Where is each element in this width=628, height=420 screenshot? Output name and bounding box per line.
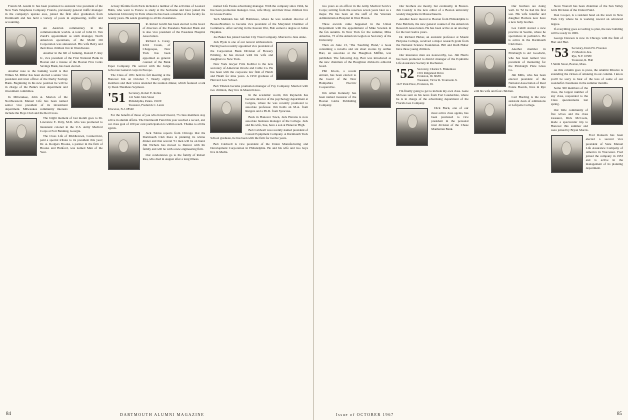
portrait-photo [108,23,140,61]
paragraph: In the academic world, Jim Reynolds has become director of the psychology department at Colgate, where he was recently promoted to associate professor. Jim holds an M.A. from Rutgers and a Ph.D. from Syracuse. [245,93,309,114]
paragraph: Dick Buck, one of our most active class agents, has been promoted to vice president in the personal trust division of the Chase Manhattan Bank. [431,106,469,131]
paragraph: Another note to the banking world is that Wilkes M. Miller has been elected a senior vice president and trust officer of the Derby Savings Bank. Beginning in his new position he will be in charge of the Bank's trust department and investment committee. [5,68,68,94]
paragraph: Phil Klock, a recent entrant, has been elected to the board of the New Hampshire Electric Cooperative. [319,68,357,90]
paragraph: An Austrian commentary in the commencement worlds. A total of John D. Van Zandt's appointment as sixth manager, North American operations, of the Mobil Oil Corporation was announced. His wife Betty and their three children live in Westchester. [40,25,103,51]
portrait-photo [359,70,391,108]
class-address: Secretary, Robert E. Rolles 141 Saint John Street Philadelphia, Penna. 19109 Treasurer, Frederick C. Lantz Princeton, N.J. 08540 [107,92,164,111]
paragraph: Les Cahill started a new practice in Seattle, where he specializes in pediatrics. He is active in the Dartmouth Club there. [508,25,546,47]
portrait-photo [276,42,308,80]
paragraph: I'm finally going to get to include my own class. Gene McLees sent us his news from Fort Lauderdale, where he is in charge of the advertising department of the Florida Gas Company. [396,88,469,106]
portrait-photo [551,135,583,173]
page-number: 85 [617,412,622,417]
portrait-photo [210,95,242,133]
paragraph: Fred Ransom has been elected a second vice president of State Mutual Life Assurance Company of America in Worcester. Fred joined the company in 1953 and is active in the management of its planning department. [585,133,623,171]
paragraph: Our brothers are doing well. In '52 he had his first son. His wife Jennifer and daughter Barbara now have a new baby brother. [508,4,546,25]
paragraph: Bob Thielen became promotion manager of Fay Company. Married with two children, they live in Mount Kisco. [210,83,309,92]
class-number: '51 [107,92,126,107]
paragraph: Steve Worrell has been chairman of the Sun Valley Girls Division of the United Fund. [550,4,623,13]
paragraph: Three awards came happened in the Union Department with the appointment of Mike Sowden in the fan autumn. In New York for the summer, Mike Amerine, 73 of the American Legion as Secretary of the University. [319,21,392,42]
paragraph: The bright moment of last month goes to Dr. Lawrence E. Petty, M.D. who was promoted to lieutenant colonel in the U.S. Army Medical Corps at Fort Benning, Georgia. [40,116,103,133]
paragraph: George Dawson is now in Chicago with the firm of Hart and Hart. [550,36,623,45]
paragraph: Another member in Pittsburgh is Art Goodwin, who has been named vice president of marketing for the Pittsburgh Plate Glass Co. [508,47,546,72]
left-column-2 [108,4,206,408]
paragraph: For the benefit of those of you who haven't heard, 75 class members stay active in alumni affairs. The Dartmouth Fund this year reached a record, and our class goal of 100 per cent participation is within reach. Thanks to all the agents. [107,113,206,130]
class-heading-52 [396,68,468,87]
paragraph: Tech Mehiden has left Baltimore, where he was resident director of Booze-Brothers to become vice president of the Maryland Chamber of Commerce. After serving in the Korean War, Bob earned a degree at Johns Hopkins. [210,17,309,34]
right-column-4 [551,4,623,408]
paragraph: Joe Baker has joined Garden City Trust Company. Married to Jane Anne. [213,35,307,40]
portrait-photo [5,27,37,65]
paragraph: two years as an officer in the Army Medical Service Corps; retiring from the reserves seven years later as a major. He has been on the staff of the Veterans Administration Hospital in West Haven. [319,4,392,21]
paragraph: named Life Fauna advertising manager. With the company since 1964, he has been promotion manager. Lisa, wife Mary, and their three children live in Grosse Pointe. [210,4,309,17]
class-heading-53 [551,47,623,66]
portrait-photo [591,87,623,125]
portrait-photo [108,132,140,170]
page-footer [314,407,628,417]
paragraph: New York lawyer Fritz Kolblot is the new secretary of American Oracle and Cable Co. He has been with the corporate law firm of Hatch and Heath for nine years. A 1950 graduate of Harvard Law School. [210,61,274,83]
paragraph: Our little community of five wives and the class treasurer, Dick McCoole, made a spectacular trip to Hanover this summer and were joined by Bryan Morris. [550,107,589,133]
paragraph: Our condolences go to the family of Robert Rea, who died in August after a long illness. [142,152,206,161]
paragraph: Jack Tobias reports from Chicago that the Dartmouth Club there is planning its winter dinner and that several '51 men will be on hand. Jim Nichols has moved to Denver with his family and will be with a new engineering firm. [142,130,206,152]
paragraph: Back in Hanover Town, Jack Havens is now associate business manager of the College. Jack and his wife, Sue, have a son at Hanover High. [245,114,309,127]
portrait-photo [474,49,506,87]
right-page [314,0,628,420]
portrait-photo [173,41,205,79]
paragraph: Another in the bill of banking, Ronald F. Ray Jr., vice president of the First National Bank in Boston and a trustee of the Boston Five Cents Savings Bank, has been elected. [40,51,103,68]
page-footer [0,407,313,417]
left-column-1 [5,4,103,408]
paragraph: If everything goes according to plan, the new building will be ready in 1969. [550,26,623,35]
portrait-photo [71,70,103,108]
paragraph: In Milwaukee, John A. Morton of the Northwestern Mutual Life has been named senior vice president of its investment department. Milwaukee community interests include the Boys Club and the Red Cross. [5,94,68,116]
class-address: Secretary, Charles S. Blakemore 1501 Ridgeland Drive Evanston, Ill. 60201 Treasurer, Victor R. Troutwein Jr. 1227 Park Place, Evanston, Ill. [396,67,458,87]
paragraph: Some 300 members of the class, the largest number of any class, responded to the Class questionnaire last spring. [550,85,588,107]
paragraph: Bob Caldwell was recently named president of Cassatt Equipment Company. A Dartmouth Tuck School graduate, he has been with the firm for twelve years. [210,128,309,141]
portrait-photo [396,108,428,146]
class-heading-51 [108,92,206,111]
page-number: 84 [6,412,11,417]
portrait-photo [5,118,37,156]
paragraph: Our insurance men are noteworthy, too. Jim Harris has been promoted to district manager of the Equitable Life Assurance Society in Rochester. [396,52,469,65]
class-address: Secretary, David W. Florence 15 Meadow Ave. Rye, N.Y. 10580 Treasurer, R. Hall 5 Smith Street, Boston, Mass. [550,47,607,66]
paragraph: Don Cooper, is a resident head on the town in New York City where he is working toward an advanced degree. [550,13,623,26]
magazine-title: DARTMOUTH ALUMNI MAGAZINE [120,412,205,417]
paragraph: Francis M. Austin Jr. has been promoted to assistant vice president of the New York Telephone Company. Francis, previously general traffic manager in the company's upstate area, joined the firm after graduation from Dartmouth and has held a variety of posts in engineering, traffic and accounting. [5,4,103,25]
paragraph: The Class of 1951 held its fall meeting at the Hanover Inn on October 7. Nearly eighty members and their wives attended the reunion dinner, which featured a talk by Dean Thaddeus Seymour. [107,73,206,90]
portrait-photo [474,6,506,44]
right-column-2 [396,4,468,408]
paragraph: As this column goes to press, the Alumni Missive is extending the virtues of smoking in our column. I know you'll be sorry to hear of the loss of some of our wonderful classmates in the summer months. [550,68,623,85]
left-column-3 [210,4,308,408]
paragraph: Bob Caldwell is vice president of the Union Manufacturing and Development Corporation in Philadelphia. He and his wife and two boys live in Media. [210,141,309,154]
paragraph: Then on June 13, 'The Touching Hand,' a book containing a novella and six short stories by Arthur Barr, an associate at the Houghton Mifflin, was published. The following day, Barr was introduced as the new chairman of the Houghton division's editorial board. [319,43,392,68]
paragraph: The Class Life of Middletown, Connecticut, paid a special tribute to its president this year; Dr. A. Rodgers Brooks, a partner in the firm of Brooks and Hanford, was named Man of the Year. [40,133,103,155]
paragraph: Another hoax: moved to Boston from Philadelphia is Pete Baldwin, the new general counsel of the American Research Association. He has been active as an attorney for the last twelve years. [396,17,469,34]
paragraph: Dr. Richard Huber, an assistant professor at Mount Holyoke College, received a major research grant from the National Science Foundation. Bill and Ruth Huber have three young children. [396,35,469,52]
right-column-1 [319,4,391,408]
class-number: '53 [550,47,569,62]
issue-title: Issue of OCTOBER 1967 [336,412,394,417]
paragraph: Richard L. Carey, 2216 Creek, of Chappaqua, New York has been appointed as general counsel of the Bank Paper Company. He served with the Judge Advocate General corps in Europe. [107,39,171,72]
paragraph: Carl Harding is the new assistant dean of admissions at Lafayette College. [508,94,546,107]
paragraph: Jim Mills, who has been elected president of the National Association of Real Estate Boards, lives in Rye with his wife and four children. [473,73,546,94]
right-column-3 [474,4,546,408]
paragraph: Our brothers are mostly, but eventually, in Boston. Jim Cassidy is the new editor of a Boston university weekly magazine in Massachusetts. [396,4,469,17]
paragraph: R. Robert Grubb has been elected to the board of directors of the Pasadena National Bank and is also vice president of the Pasadena Hospital Association. [142,21,206,38]
paragraph: A busy lifetime from Paris included a number of the activities of Leonard Hahn, who went to France to study at the Sorbonne and later joined the American University in Paris where he has been a member of the faculty for twenty years. He sends greetings to all his classmates. [107,4,206,21]
paragraph: Jim Allen Kennedy has been named treasurer of the Boston Globe Publishing Company. [319,90,357,107]
class-number: '52 [396,67,415,82]
portrait-photo [474,96,506,134]
paragraph: Jack Hyde is one of our newest ambassadors. Having been recently appointed vice president of the Corporation Bank Division of Bowery Printing, he has moved with his wife and daughters to New York. [210,40,274,61]
